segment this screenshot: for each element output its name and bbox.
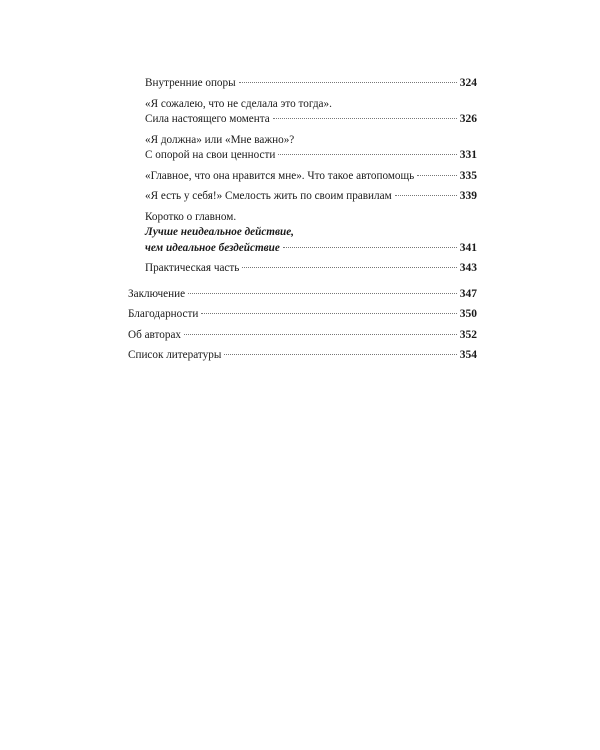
toc-page-number: 335	[459, 169, 477, 182]
toc-entry-title: «Я есть у себя!» Смелость жить по своим правилам	[145, 190, 392, 202]
toc-entry-title: Благодарности	[128, 308, 199, 320]
toc-entry-references	[128, 348, 477, 364]
toc-entry-self-help	[128, 169, 477, 185]
table-of-contents	[128, 76, 477, 364]
toc-entry-about-authors	[128, 328, 477, 344]
toc-leader-dots	[188, 293, 457, 294]
toc-leader-dots	[395, 195, 457, 196]
toc-entry-practical-part	[128, 261, 477, 277]
toc-entry-values	[128, 133, 477, 164]
toc-page-number: 352	[459, 328, 477, 341]
toc-leader-dots	[417, 175, 457, 176]
toc-page-number: 339	[459, 190, 477, 202]
toc-entry-conclusion	[128, 287, 477, 303]
toc-page-number: 343	[459, 262, 477, 274]
toc-entry-title-cont: Сила настоящего момента	[145, 113, 270, 125]
toc-entry-title-emphasis: чем идеальное бездействие	[145, 241, 280, 254]
toc-entry-title: Внутренние опоры	[145, 77, 236, 89]
toc-entry-own-rules	[128, 189, 477, 205]
toc-page-number: 324	[459, 77, 477, 89]
toc-entry-title: Об авторах	[128, 328, 182, 341]
toc-leader-dots	[283, 247, 457, 248]
toc-leader-dots	[239, 82, 457, 83]
toc-leader-dots	[278, 154, 456, 155]
toc-leader-dots	[184, 334, 457, 335]
toc-leader-dots	[224, 354, 456, 355]
toc-entry-present-moment	[128, 97, 477, 128]
toc-entry-acknowledgements	[128, 307, 477, 323]
toc-leader-dots	[242, 267, 456, 268]
toc-entry-title: Практическая часть	[145, 262, 240, 274]
toc-entry-title: Заключение	[128, 287, 186, 300]
toc-page-number: 326	[459, 113, 477, 125]
toc-entry-summary	[128, 210, 477, 257]
toc-entry-title: Коротко о главном.	[145, 210, 237, 223]
toc-leader-dots	[273, 118, 457, 119]
toc-entry-title: «Я должна» или «Мне важно»?	[145, 133, 295, 146]
toc-leader-dots	[201, 313, 456, 314]
toc-entry-title: Список литературы	[128, 349, 222, 361]
toc-page-number: 350	[459, 308, 477, 320]
toc-page-number: 347	[459, 287, 477, 300]
toc-entry-inner-supports	[128, 76, 477, 92]
toc-page-number: 341	[459, 241, 477, 254]
toc-entry-title-cont: С опорой на свои ценности	[145, 149, 276, 161]
toc-entry-title-emphasis: Лучше неидеальное действие,	[145, 226, 294, 238]
toc-entry-title: «Главное, что она нравится мне». Что такое автопомощь	[145, 169, 415, 182]
toc-entry-title: «Я сожалею, что не сделала это тогда».	[145, 97, 332, 110]
toc-page-number: 331	[459, 149, 477, 161]
toc-page-number: 354	[459, 349, 477, 361]
